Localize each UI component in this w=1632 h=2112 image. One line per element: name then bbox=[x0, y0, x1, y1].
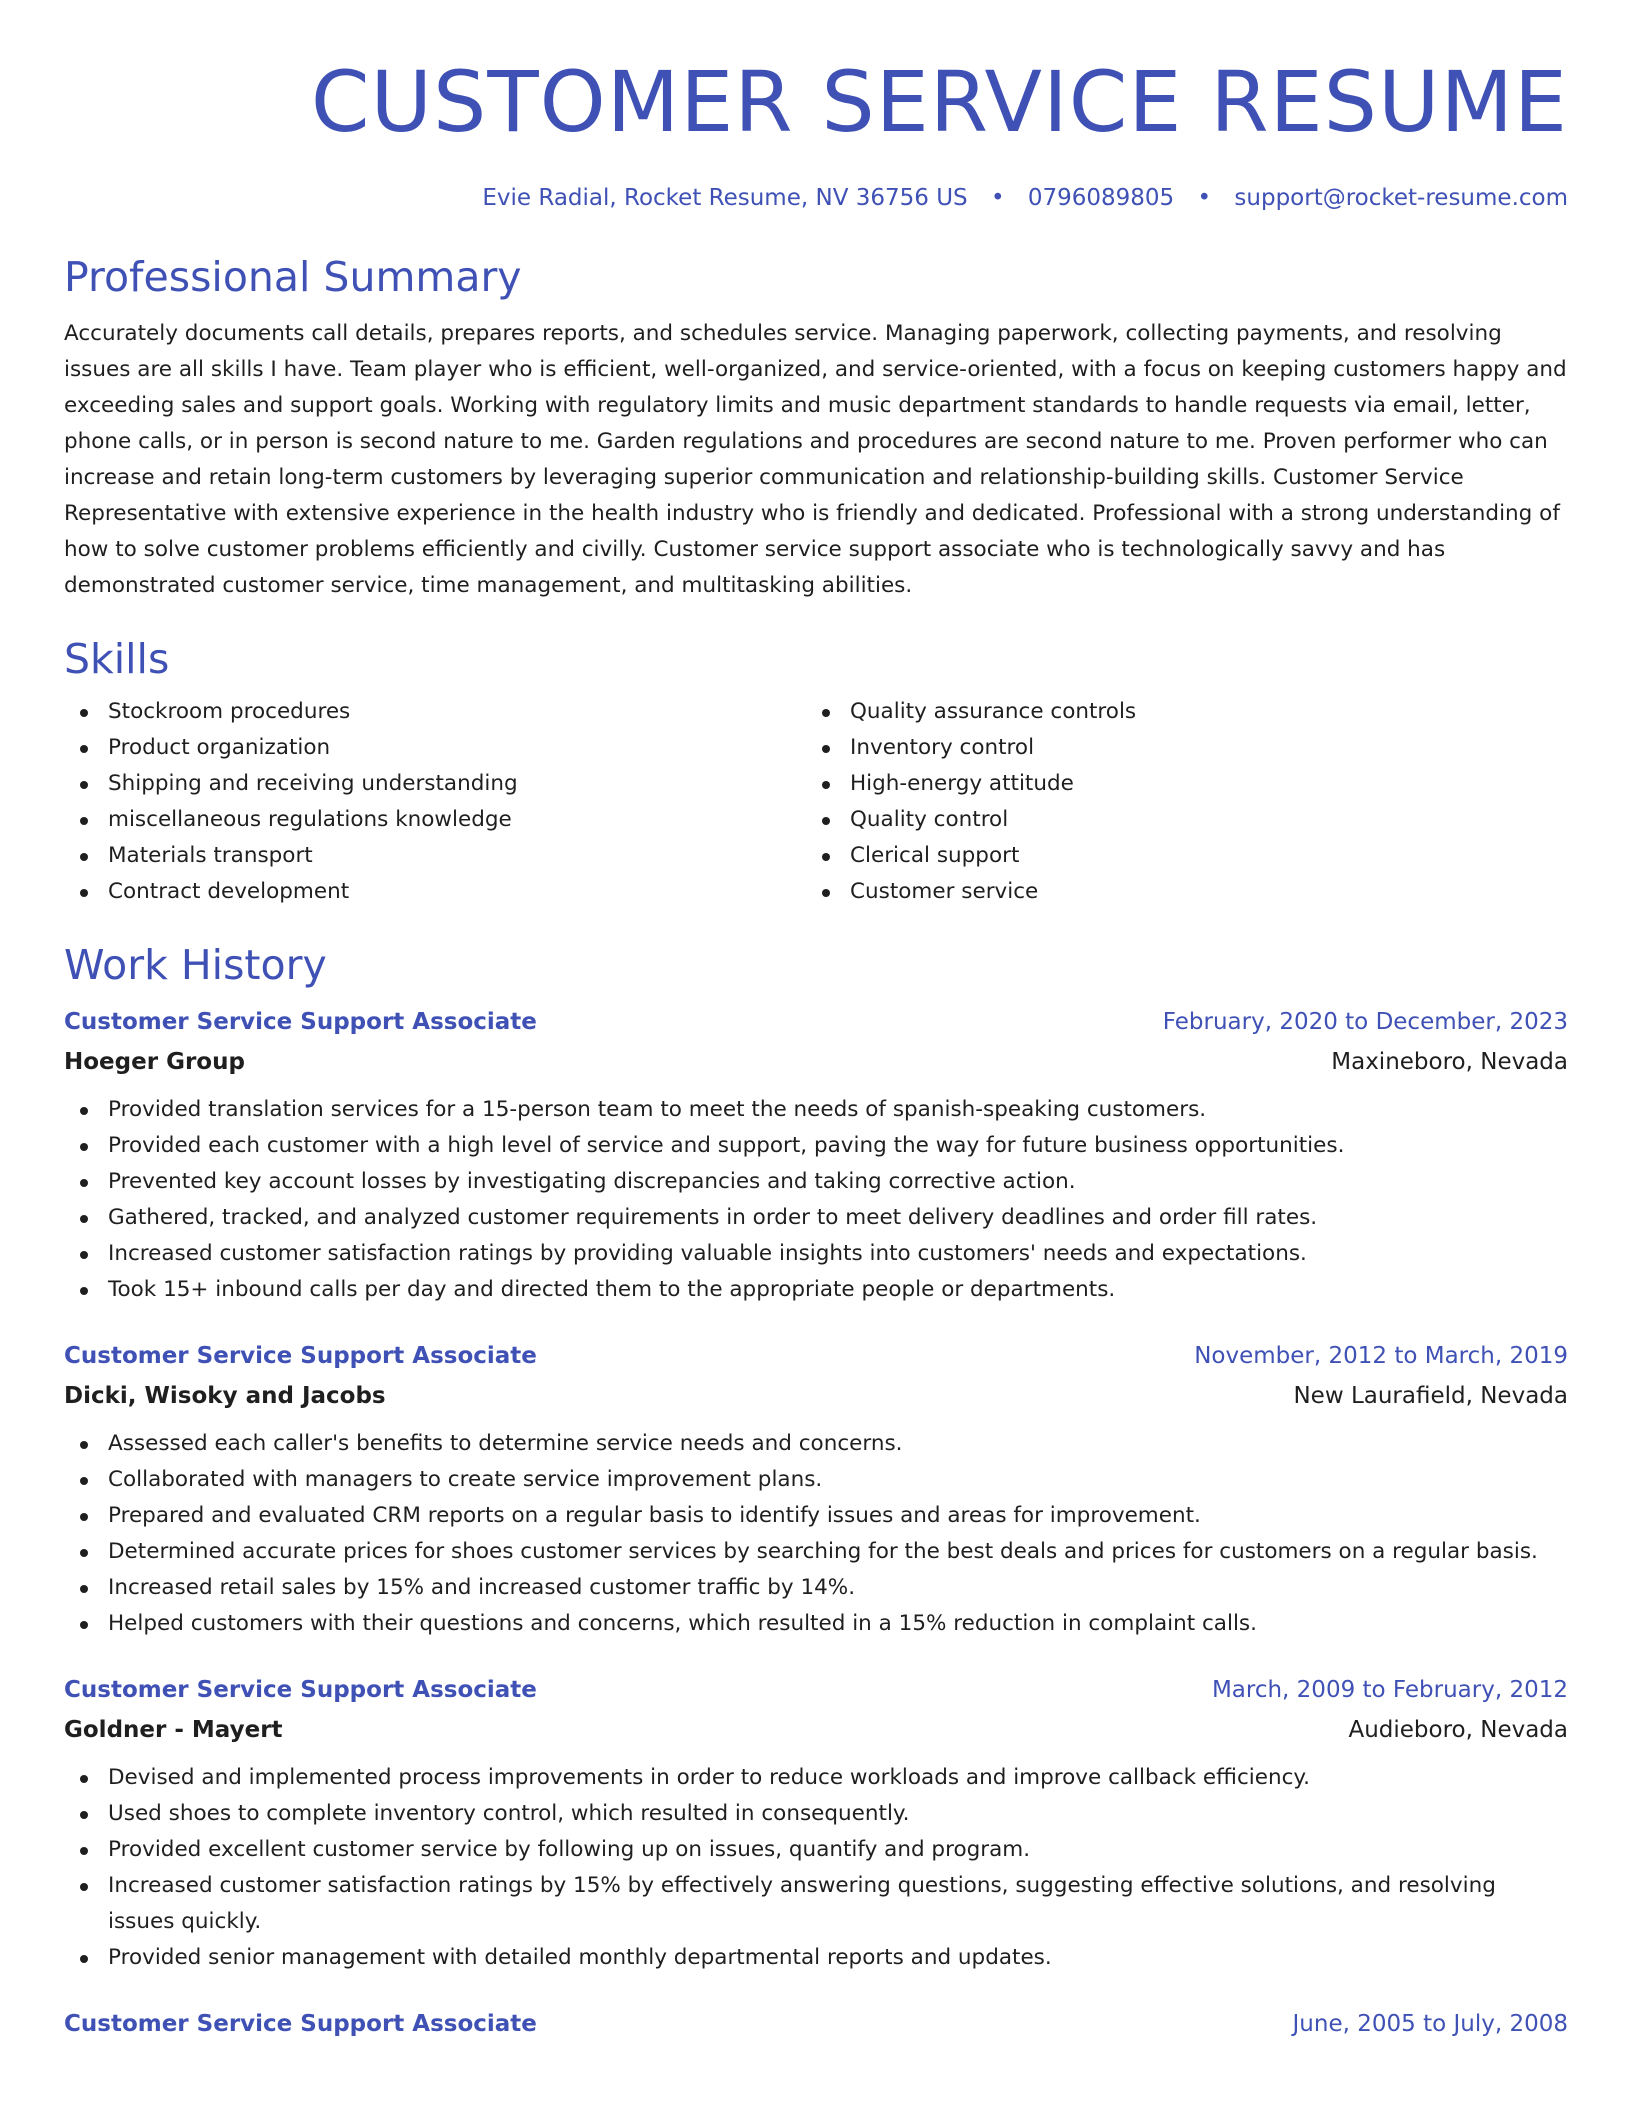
job-dates: June, 2005 to July, 2008 bbox=[1292, 2011, 1568, 2037]
job-entry bbox=[64, 2006, 1568, 2042]
job-location: Maxineboro, Nevada bbox=[1331, 1049, 1568, 1075]
work-history-heading: Work History bbox=[64, 941, 327, 989]
duty-item: Increased customer satisfaction ratings by providing valuable insights into customers' needs and expectations. bbox=[64, 1236, 1568, 1272]
job-title: Customer Service Support Associate bbox=[64, 1677, 537, 1703]
skill-item: Stockroom procedures bbox=[64, 694, 806, 730]
job-entry bbox=[64, 1672, 1568, 1976]
job-entry bbox=[64, 1004, 1568, 1308]
skills-list bbox=[64, 694, 1568, 910]
contact-address: Evie Radial, Rocket Resume, NV 36756 US bbox=[482, 185, 968, 211]
contact-line bbox=[64, 182, 1568, 214]
skill-item: Materials transport bbox=[64, 838, 806, 874]
contact-separator: • bbox=[990, 185, 1005, 211]
job-duties bbox=[64, 1426, 1568, 1642]
duty-item: Used shoes to complete inventory control, which resulted in consequently. bbox=[64, 1796, 1568, 1832]
skill-item: Inventory control bbox=[806, 730, 1548, 766]
skill-item: Shipping and receiving understanding bbox=[64, 766, 806, 802]
skill-item: Clerical support bbox=[806, 838, 1548, 874]
skill-item: Product organization bbox=[64, 730, 806, 766]
skill-item: High-energy attitude bbox=[806, 766, 1548, 802]
job-duties bbox=[64, 1760, 1568, 1976]
duty-item: Devised and implemented process improvements in order to reduce workloads and improve callback efficiency. bbox=[64, 1760, 1568, 1796]
duty-item: Increased customer satisfaction ratings by 15% by effectively answering questions, suggesting effective solutions, and resolving issues quickly. bbox=[64, 1868, 1568, 1940]
job-duties bbox=[64, 1092, 1568, 1308]
job-company: Hoeger Group bbox=[64, 1049, 245, 1075]
skill-item: Quality control bbox=[806, 802, 1548, 838]
duty-item: Provided excellent customer service by following up on issues, quantify and program. bbox=[64, 1832, 1568, 1868]
resume-title: CUSTOMER SERVICE RESUME bbox=[310, 53, 1568, 151]
job-title: Customer Service Support Associate bbox=[64, 1009, 537, 1035]
job-title: Customer Service Support Associate bbox=[64, 2011, 537, 2037]
resume-page bbox=[64, 0, 1568, 2042]
contact-phone: 0796089805 bbox=[1027, 185, 1175, 211]
contact-email: support@rocket-resume.com bbox=[1234, 185, 1568, 211]
job-title: Customer Service Support Associate bbox=[64, 1343, 537, 1369]
duty-item: Prevented key account losses by investigating discrepancies and taking corrective action. bbox=[64, 1164, 1568, 1200]
job-dates: March, 2009 to February, 2012 bbox=[1211, 1677, 1568, 1703]
skill-item: miscellaneous regulations knowledge bbox=[64, 802, 806, 838]
duty-item: Prepared and evaluated CRM reports on a regular basis to identify issues and areas for improvement. bbox=[64, 1498, 1568, 1534]
skills-column-left bbox=[64, 694, 806, 910]
duty-item: Helped customers with their questions and concerns, which resulted in a 15% reduction in complaint calls. bbox=[64, 1606, 1568, 1642]
duty-item: Collaborated with managers to create service improvement plans. bbox=[64, 1462, 1568, 1498]
job-entry bbox=[64, 1338, 1568, 1642]
duty-item: Provided translation services for a 15-person team to meet the needs of spanish-speaking customers. bbox=[64, 1092, 1568, 1128]
duty-item: Took 15+ inbound calls per day and directed them to the appropriate people or departments. bbox=[64, 1272, 1568, 1308]
duty-item: Gathered, tracked, and analyzed customer requirements in order to meet delivery deadlines and order fill rates. bbox=[64, 1200, 1568, 1236]
skill-item: Contract development bbox=[64, 874, 806, 910]
skills-heading: Skills bbox=[64, 635, 170, 683]
summary-text: Accurately documents call details, prepares reports, and schedules service. Managing paperwork, collecting payments, and resolving issues are all skills I have. Team player who is efficient, well-organized, and service-oriented, with a focus on keeping customers happy and exceeding sales and support goals. Working with regulatory limits and music department standards to handle requests via email, letter, phone calls, or in person is second nature to me. Garden regulations and procedures are second nature to me. Proven performer who can increase and retain long-term customers by leveraging superior communication and relationship-building skills. Customer Service Representative with extensive experience in the health industry who is friendly and dedicated. Professional with a strong understanding of how to solve customer problems efficiently and civilly. Customer service support associate who is technologically savvy and has demonstrated customer service, time management, and multitasking abilities. bbox=[64, 321, 1567, 598]
duty-item: Increased retail sales by 15% and increased customer traffic by 14%. bbox=[64, 1570, 1568, 1606]
duty-item: Determined accurate prices for shoes customer services by searching for the best deals and prices for customers on a regular basis. bbox=[64, 1534, 1568, 1570]
job-company: Dicki, Wisoky and Jacobs bbox=[64, 1383, 386, 1409]
contact-separator: • bbox=[1197, 185, 1212, 211]
skill-item: Quality assurance controls bbox=[806, 694, 1548, 730]
job-dates: November, 2012 to March, 2019 bbox=[1194, 1343, 1568, 1369]
summary-heading: Professional Summary bbox=[64, 253, 522, 301]
duty-item: Provided each customer with a high level of service and support, paving the way for future business opportunities. bbox=[64, 1128, 1568, 1164]
job-location: Audieboro, Nevada bbox=[1348, 1717, 1568, 1743]
job-company: Goldner - Mayert bbox=[64, 1717, 283, 1743]
skill-item: Customer service bbox=[806, 874, 1548, 910]
duty-item: Assessed each caller's benefits to determine service needs and concerns. bbox=[64, 1426, 1568, 1462]
job-dates: February, 2020 to December, 2023 bbox=[1162, 1009, 1568, 1035]
job-location: New Laurafield, Nevada bbox=[1293, 1383, 1568, 1409]
duty-item: Provided senior management with detailed monthly departmental reports and updates. bbox=[64, 1940, 1568, 1976]
skills-column-right bbox=[806, 694, 1548, 910]
